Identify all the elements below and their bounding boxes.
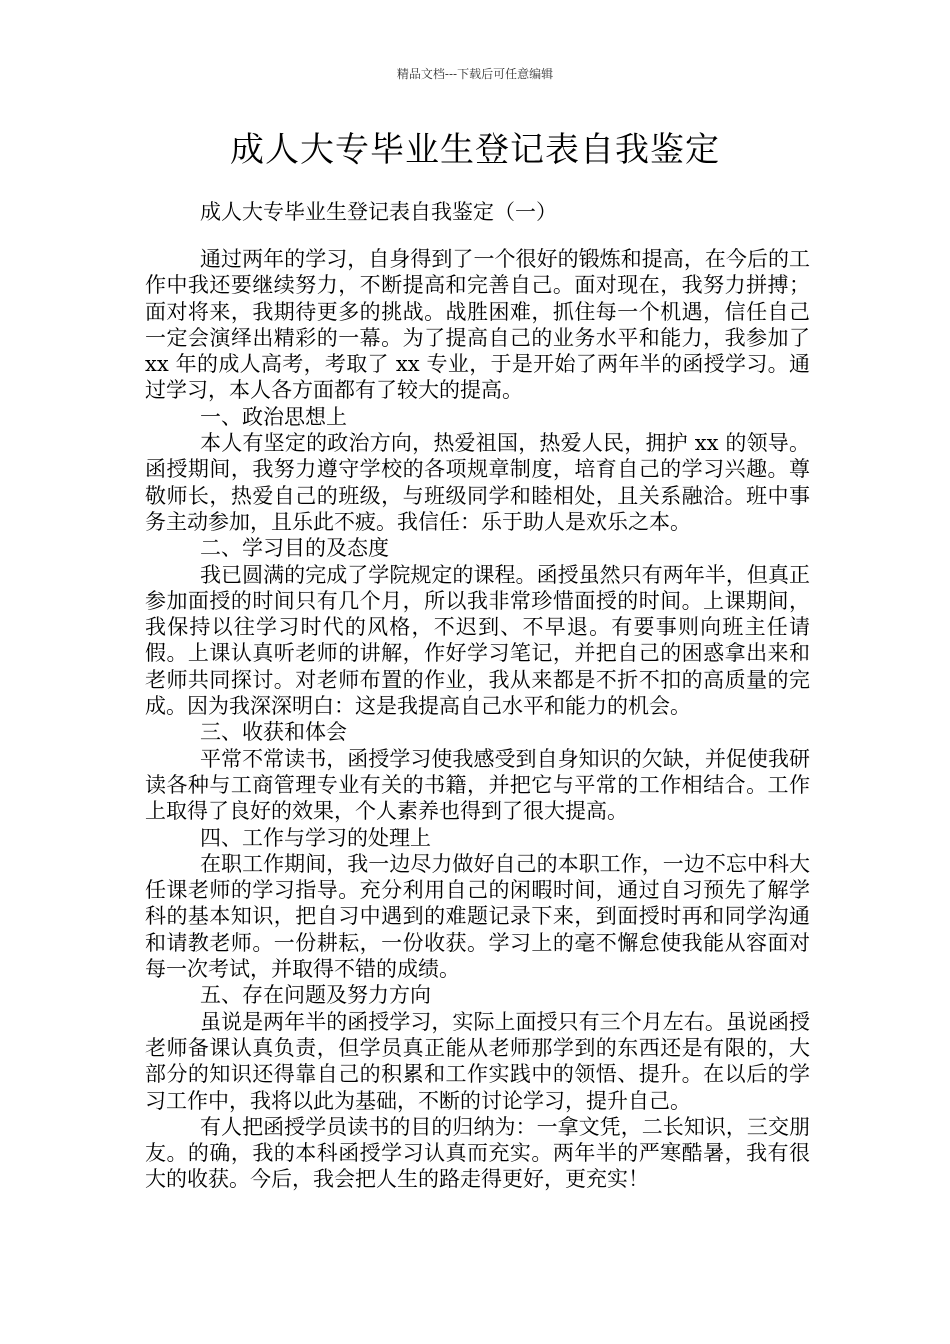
section-heading-work-study: 四、工作与学习的处理上 xyxy=(200,825,432,850)
section-heading-problems: 五、存在问题及努力方向 xyxy=(200,983,432,1008)
document-body xyxy=(145,246,810,1193)
work-study-paragraph: 在职工作期间，我一边尽力做好自己的本职工作，一边不忘中科大任课老师的学习指导。充分利用自己的闲暇时间，通过自习预先了解学科的基本知识，把自习中遇到的难题记录下来，到面授时再和同学沟通和请教老师。一份耕耘，一份收获。学习上的毫不懈怠使我能从容面对每一次考试，并取得不错的成绩。 xyxy=(145,851,810,982)
study-attitude-paragraph: 我已圆满的完成了学院规定的课程。函授虽然只有两年半，但真正参加面授的时间只有几个月，所以我非常珍惜面授的时间。上课期间，我保持以往学习时代的风格，不迟到、不早退。有要事则向班主任请假。上课认真听老师的讲解，作好学习笔记，并把自己的困惑拿出来和老师共同探讨。对老师布置的作业，我从来都是不折不扣的高质量的完成。因为我深深明白：这是我提高自己水平和能力的机会。 xyxy=(145,562,810,719)
header-note: 精品文档---下载后可任意编辑 xyxy=(396,67,554,81)
section-heading-politics: 一、政治思想上 xyxy=(200,404,348,429)
politics-paragraph: 本人有坚定的政治方向，热爱祖国，热爱人民，拥护 xx 的领导。函授期间，我努力遵守学校的各项规章制度，培育自己的学习兴趣。尊敬师长，热爱自己的班级，与班级同学和睦相处，且关系融洽。班中事务主动参加，且乐此不疲。我信任：乐于助人是欢乐之本。 xyxy=(145,431,810,534)
gains-paragraph: 平常不常读书，函授学习使我感受到自身知识的欠缺，并促使我研读各种与工商管理专业有关的书籍，并把它与平常的工作相结合。工作上取得了良好的效果，个人素养也得到了很大提高。 xyxy=(145,746,810,824)
problems-paragraph: 虽说是两年半的函授学习，实际上面授只有三个月左右。虽说函授老师备课认真负责，但学员真正能从老师那学到的东西还是有限的，大部分的知识还得靠自己的积累和工作实践中的领悟、提升。在以后的学习工作中，我将以此为基础，不断的讨论学习，提升自己。 xyxy=(145,1009,810,1113)
section-heading-gains: 三、收获和体会 xyxy=(200,720,348,745)
section-heading-study-attitude: 二、学习目的及态度 xyxy=(200,536,390,561)
document-title: 成人大专毕业生登记表自我鉴定 xyxy=(230,130,720,170)
closing-paragraph: 有人把函授学员读书的目的归纳为：一拿文凭，二长知识，三交朋友。的确，我的本科函授学习认真而充实。两年半的严寒酷暑，我有很大的收获。今后，我会把人生的路走得更好，更充实！ xyxy=(145,1114,810,1192)
intro-paragraph: 通过两年的学习，自身得到了一个很好的锻炼和提高，在今后的工作中我还要继续努力，不断提高和完善自己。面对现在，我努力拼搏；面对将来，我期待更多的挑战。战胜困难，抓住每一个机遇，信任自己一定会演绎出精彩的一幕。为了提高自己的业务水平和能力，我参加了 xx 年的成人高考，考取了 xx 专业，于是开始了两年半的函授学习。通过学习，本人各方面都有了较大的提高。 xyxy=(145,247,810,403)
document-subtitle: 成人大专毕业生登记表自我鉴定（一） xyxy=(200,200,557,224)
